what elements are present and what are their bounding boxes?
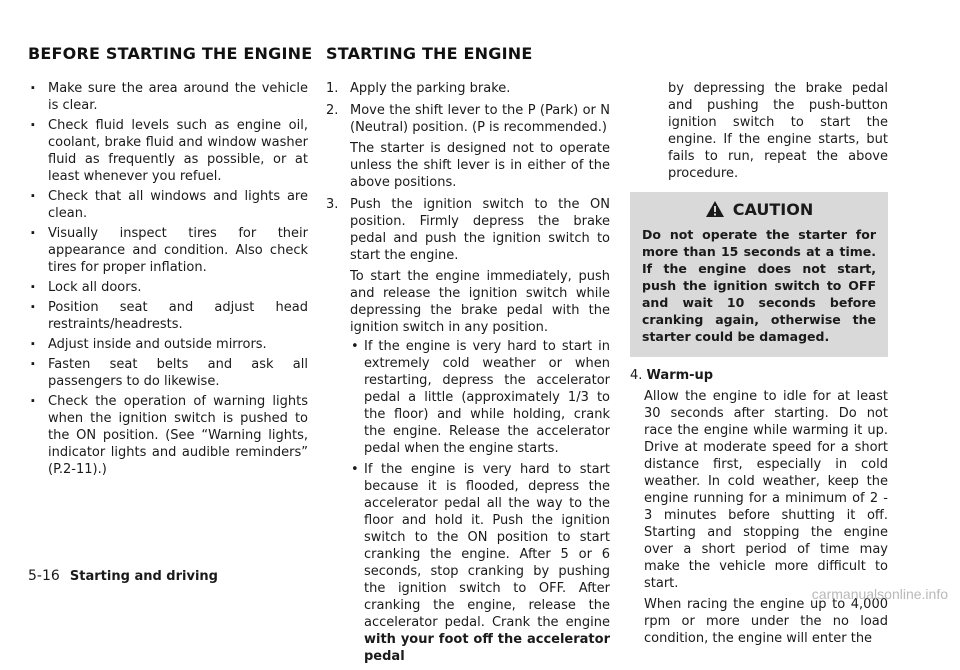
caution-box (630, 192, 888, 357)
step-text: Apply the parking brake. (350, 81, 511, 96)
caution-header (642, 200, 876, 218)
step-number: 4. (630, 368, 643, 383)
list-item: . Make sure the area around the vehicle is clear. (28, 80, 308, 114)
step-paragraph: To start the engine immediately, push and release the ignition switch while depressing the brake pedal with the ignition switch in any position. (350, 269, 610, 335)
sub-item-emphasis: with your foot off the accelerator pedal (364, 632, 610, 664)
section-title-starting: STARTING THE ENGINE (326, 44, 533, 63)
warning-icon (705, 200, 725, 218)
checklist (28, 80, 308, 478)
step-number: 2. (326, 103, 339, 118)
list-item: . Lock all doors. (28, 279, 308, 296)
page-number: 5-16 (28, 568, 60, 584)
caution-title: CAUTION (732, 199, 814, 219)
step-number: 3. (326, 197, 339, 212)
list-item: . Position seat and adjust head restraints/headrests. (28, 299, 308, 333)
step-text: Push the ignition switch to the ON position. Firmly depress the brake pedal and push the ignition switch to start the engine. (350, 197, 610, 263)
step-title: Warm-up (646, 368, 714, 383)
step-number: 1. (326, 81, 339, 96)
page-footer (28, 568, 218, 584)
step-3-continued: by depressing the brake pedal and pushing the push-button ignition switch to start the engine. If the engine starts, but fails to run, repeat the above procedure. (668, 81, 888, 181)
step-text: Move the shift lever to the P (Park) or N (Neutral) position. (P is recommended.) (350, 103, 610, 135)
sub-item: • If the engine is very hard to start in extremely cold weather or when restarting, depress the accelerator pedal a little (approximately 1/3 to the floor) and while holding, crank the engine. Release the accelerator pedal when the engine starts. (350, 338, 610, 457)
list-item: . Adjust inside and outside mirrors. (28, 336, 308, 353)
list-item: . Visually inspect tires for their appearance and condition. Also check tires for proper inflation. (28, 225, 308, 276)
step-paragraph: When racing the engine up to 4,000 rpm or more under the no load condition, the engine will enter the (644, 597, 888, 646)
step-1 (326, 80, 610, 97)
chapter-name: Starting and driving (69, 569, 218, 584)
middle-column (326, 80, 610, 670)
left-column (28, 80, 308, 481)
step-3 (326, 196, 610, 665)
caution-text: Do not operate the starter for more than 15 seconds at a time. If the engine does not start, push the ignition switch to OFF and wait 10 seconds before cranking again, otherwise the starter could be damaged. (642, 227, 876, 344)
step-2 (326, 102, 610, 191)
sub-item (350, 461, 610, 665)
list-item: . Check fluid levels such as engine oil, coolant, brake fluid and window washer fluid as frequently as possible, or at least whenever you refuel. (28, 117, 308, 185)
watermark: carmanualsonline.info (811, 586, 948, 602)
list-item: . Check that all windows and lights are clean. (28, 188, 308, 222)
step-paragraph: Allow the engine to idle for at least 30 seconds after starting. Do not race the engine while warming it up. Drive at moderate speed for a short distance first, especially in cold weather. In cold weather, keep the engine running for a minimum of 2 - 3 minutes before shutting it off. Starting and stopping the engine over a short period of time may make the vehicle more difficult to start. (644, 389, 888, 591)
steps-list (326, 80, 610, 665)
list-item: . Check the operation of warning lights when the ignition switch is pushed to the ON position. (See “Warning lights, indicator lights and audible reminders” (P.2-11).) (28, 393, 308, 478)
step-4 (630, 367, 888, 647)
section-title-before-starting: BEFORE STARTING THE ENGINE (28, 44, 313, 63)
sub-item-text: If the engine is very hard to start because it is flooded, depress the accelerator pedal all the way to the floor and hold it. Push the ignition switch to the ON position to start cranking the engine. After 5 or 6 seconds, stop cranking by pushing the ignition switch to OFF. After cranking the engine, release the accelerator pedal. Crank the engine (364, 462, 610, 630)
step-paragraph: The starter is designed not to operate unless the shift lever is in either of the above positions. (350, 141, 610, 190)
sub-list (350, 338, 610, 665)
list-item: . Fasten seat belts and ask all passengers to do likewise. (28, 356, 308, 390)
right-column (630, 80, 888, 647)
